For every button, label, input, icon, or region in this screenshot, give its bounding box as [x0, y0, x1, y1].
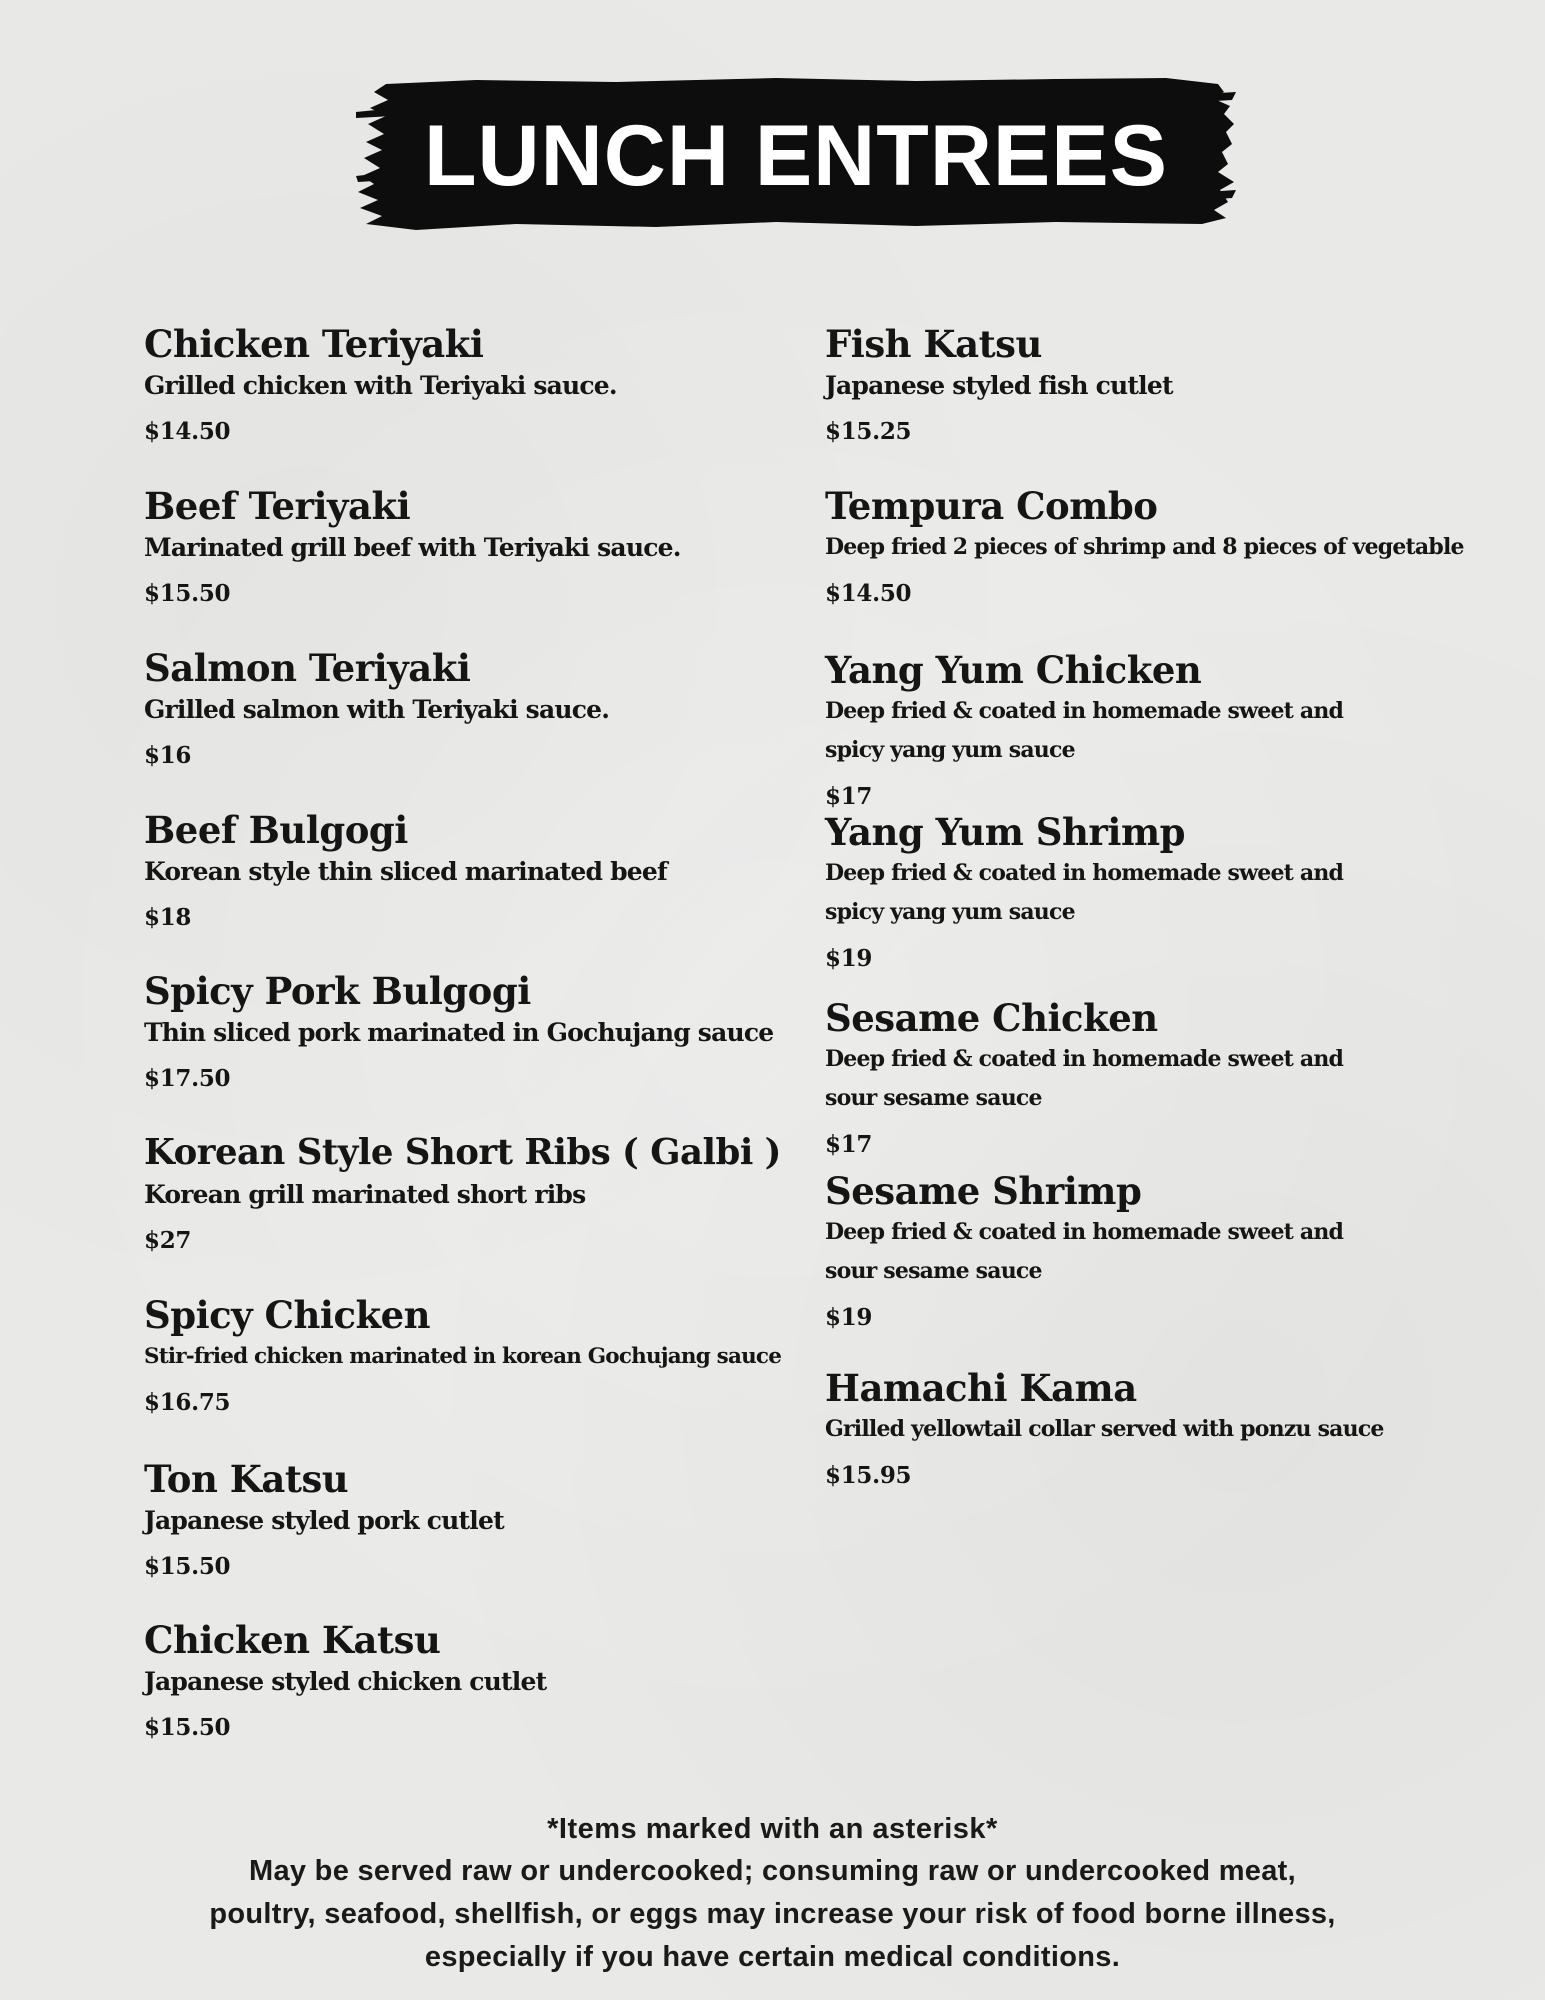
menu-item — [825, 1366, 1465, 1491]
menu-item — [144, 969, 784, 1094]
menu-item-description: Japanese styled fish cutlet — [825, 371, 1173, 400]
menu-item-price: $15.50 — [144, 1714, 231, 1741]
menu-item-description: Deep fried 2 pieces of shrimp and 8 pieces of vegetable — [825, 534, 1464, 560]
menu-item-price: $16.75 — [144, 1389, 231, 1416]
menu-item-name: Yang Yum Chicken — [825, 648, 1202, 692]
disclaimer-line: poultry, seafood, shellfish, or eggs may increase your risk of food borne illness, — [209, 1898, 1336, 1930]
disclaimer-line: May be served raw or undercooked; consuming raw or undercooked meat, — [249, 1855, 1296, 1887]
menu-item-name: Yang Yum Shrimp — [825, 810, 1185, 854]
menu-item-price: $17.50 — [144, 1065, 231, 1092]
menu-item-description: sour sesame sauce — [825, 1258, 1042, 1284]
page-title: LUNCH ENTREES — [423, 108, 1169, 204]
menu-item-description: Grilled yellowtail collar served with ponzu sauce — [825, 1416, 1384, 1442]
menu-item-name: Sesame Chicken — [825, 996, 1158, 1040]
menu-item-name: Chicken Teriyaki — [144, 322, 484, 366]
menu-item — [144, 484, 784, 609]
menu-item-price: $15.25 — [825, 418, 912, 445]
menu-item-description: spicy yang yum sauce — [825, 737, 1075, 763]
menu-item — [144, 1618, 784, 1743]
disclaimer-line: especially if you have certain medical conditions. — [424, 1941, 1121, 1973]
menu-item-description: Deep fried & coated in homemade sweet and — [825, 1046, 1344, 1072]
menu-item-price: $19 — [825, 1304, 873, 1331]
menu-item — [825, 648, 1465, 812]
menu-item-name: Tempura Combo — [825, 484, 1158, 528]
menu-item-price: $19 — [825, 945, 873, 972]
menu-item-price: $15.50 — [144, 1553, 231, 1580]
menu-item-description: Stir-fried chicken marinated in korean Gochujang sauce — [144, 1344, 782, 1369]
menu-item-name: Chicken Katsu — [144, 1618, 441, 1662]
menu-item-description: Japanese styled chicken cutlet — [144, 1667, 547, 1696]
menu-item-description: Grilled salmon with Teriyaki sauce. — [144, 695, 610, 724]
menu-item-description: Japanese styled pork cutlet — [144, 1506, 504, 1535]
menu-item-name: Salmon Teriyaki — [144, 646, 471, 690]
menu-item — [825, 810, 1465, 974]
menu-item-name: Sesame Shrimp — [825, 1169, 1142, 1213]
menu-item-name: Ton Katsu — [144, 1457, 349, 1501]
menu-item-name: Beef Teriyaki — [144, 484, 411, 528]
menu-item-description: Korean style thin sliced marinated beef — [144, 857, 667, 886]
menu-item-description: Thin sliced pork marinated in Gochujang sauce — [144, 1018, 774, 1047]
menu-item-name: Beef Bulgogi — [144, 808, 408, 852]
menu-item-description: sour sesame sauce — [825, 1085, 1042, 1111]
menu-item-name: Fish Katsu — [825, 322, 1042, 366]
menu-item-price: $15.95 — [825, 1462, 912, 1489]
menu-item — [825, 484, 1465, 609]
menu-item-description: Deep fried & coated in homemade sweet and — [825, 1219, 1344, 1245]
menu-item-price: $14.50 — [825, 580, 912, 607]
menu-item — [144, 1131, 784, 1256]
menu-item-description: Grilled chicken with Teriyaki sauce. — [144, 371, 617, 400]
menu-item-description: Deep fried & coated in homemade sweet and — [825, 698, 1344, 724]
menu-item-description: spicy yang yum sauce — [825, 899, 1075, 925]
menu-item-price: $17 — [825, 1131, 873, 1158]
menu-item-name: Spicy Chicken — [144, 1293, 431, 1337]
menu-item-price: $17 — [825, 783, 873, 810]
menu-item-description: Korean grill marinated short ribs — [144, 1180, 586, 1209]
menu-item-name: Spicy Pork Bulgogi — [144, 969, 531, 1013]
menu-item-price: $14.50 — [144, 418, 231, 445]
menu-item-price: $18 — [144, 904, 192, 931]
menu-item — [144, 1293, 784, 1418]
menu-item-name: Hamachi Kama — [825, 1366, 1137, 1410]
menu-item — [144, 1457, 784, 1582]
title-banner — [356, 72, 1236, 237]
menu-item — [825, 322, 1465, 447]
menu-item-price: $16 — [144, 742, 192, 769]
menu-item — [144, 322, 784, 447]
menu-item-description: Deep fried & coated in homemade sweet and — [825, 860, 1344, 886]
disclaimer-heading: *Items marked with an asterisk* — [547, 1813, 998, 1845]
menu-item-description: Marinated grill beef with Teriyaki sauce. — [144, 533, 681, 562]
menu-item — [144, 808, 784, 933]
menu-item — [825, 996, 1465, 1160]
menu-item-name: Korean Style Short Ribs ( Galbi ) — [144, 1132, 781, 1173]
menu-item-price: $15.50 — [144, 580, 231, 607]
allergy-disclaimer — [60, 1808, 1485, 1979]
menu-item-price: $27 — [144, 1227, 192, 1254]
menu-item — [825, 1169, 1465, 1333]
menu-item — [144, 646, 784, 771]
